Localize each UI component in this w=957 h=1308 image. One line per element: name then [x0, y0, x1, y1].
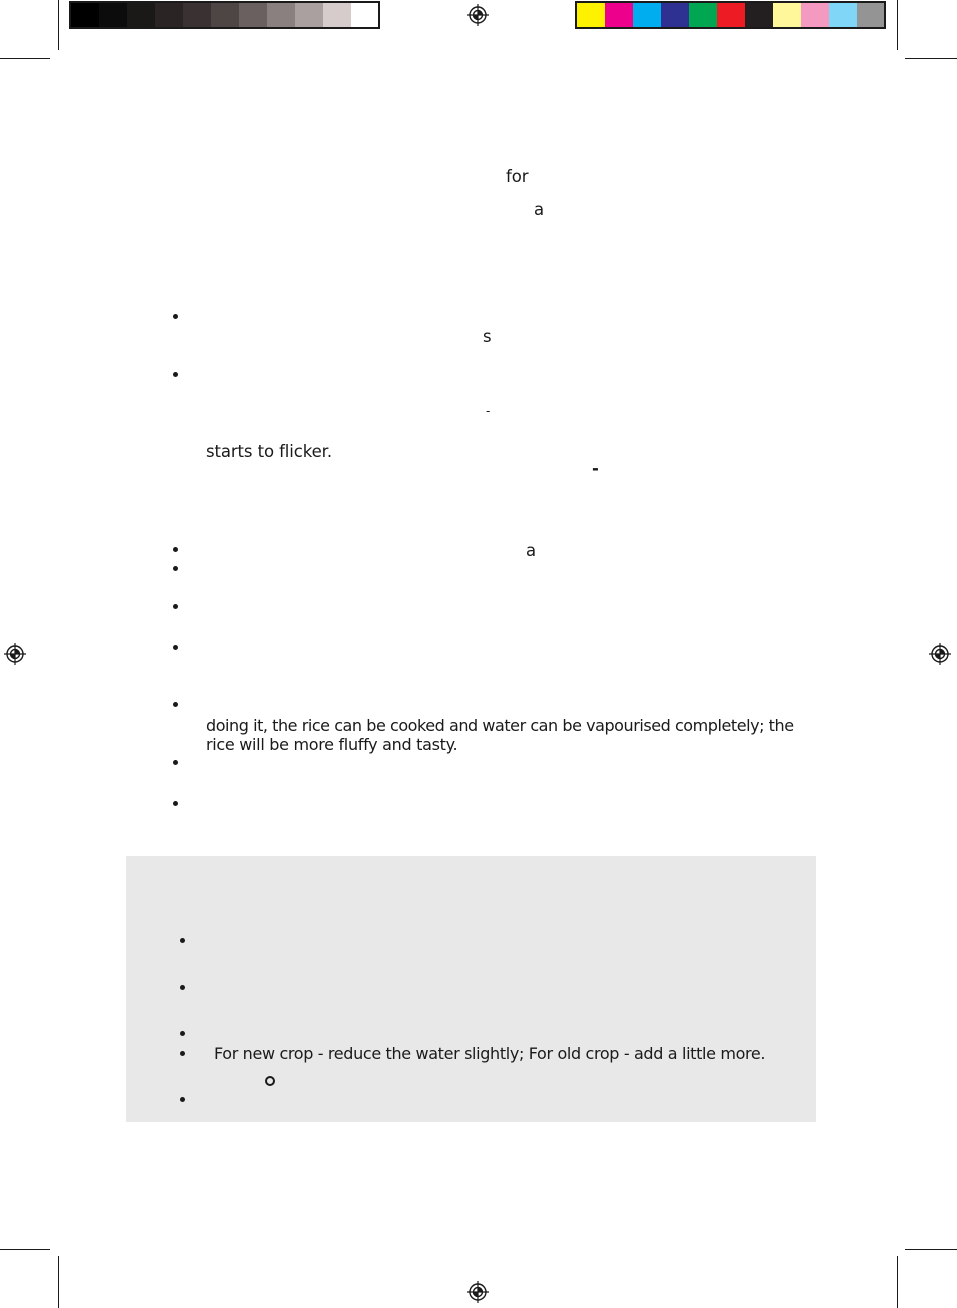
crop-mark — [0, 1249, 50, 1250]
registration-mark-icon — [467, 1281, 489, 1303]
process-swatch — [577, 3, 605, 27]
grayscale-swatch — [295, 3, 323, 27]
text-fragment-dash: - — [486, 404, 491, 418]
process-swatch — [717, 3, 745, 27]
text-fragment-a: a — [526, 541, 537, 560]
process-swatch — [605, 3, 633, 27]
bullet-dot-icon — [173, 566, 178, 571]
crop-mark — [905, 58, 957, 59]
registration-mark-icon — [929, 643, 951, 665]
process-swatch — [801, 3, 829, 27]
crop-mark — [897, 0, 898, 50]
grayscale-swatch — [99, 3, 127, 27]
bullet-dot-icon — [173, 314, 178, 319]
grayscale-swatch — [267, 3, 295, 27]
crop-mark — [905, 1249, 957, 1250]
bullet-dot-icon — [173, 702, 178, 707]
bullet-dot-icon — [173, 547, 178, 552]
process-swatch — [633, 3, 661, 27]
grayscale-color-bar — [69, 1, 380, 29]
process-swatch — [689, 3, 717, 27]
bullet-dot-icon — [173, 801, 178, 806]
bullet-dot-icon — [173, 372, 178, 377]
text-fragment-for: for — [506, 167, 529, 186]
crop-mark — [897, 1256, 898, 1308]
grayscale-swatch — [71, 3, 99, 27]
bullet-dot-icon — [180, 1097, 185, 1102]
crop-mark — [58, 1256, 59, 1308]
grayscale-swatch — [183, 3, 211, 27]
text-line-more-fluffy: rice will be more fluffy and tasty. — [206, 735, 458, 754]
grayscale-swatch — [239, 3, 267, 27]
grayscale-swatch — [155, 3, 183, 27]
process-swatch — [745, 3, 773, 27]
registration-mark-icon — [467, 4, 489, 26]
grayscale-swatch — [323, 3, 351, 27]
text-line-doing-it: doing it, the rice can be cooked and water can be vapourised completely; the — [206, 716, 794, 735]
bullet-dot-icon — [173, 645, 178, 650]
text-line-starts-to-flicker: starts to flicker. — [206, 442, 332, 461]
grayscale-swatch — [351, 3, 378, 27]
degree-symbol-icon — [265, 1076, 275, 1086]
process-swatch — [857, 3, 884, 27]
tips-box — [126, 856, 816, 1122]
bullet-dot-icon — [180, 1051, 185, 1056]
text-fragment-dash: - — [592, 459, 599, 478]
process-swatch — [829, 3, 857, 27]
bullet-dot-icon — [173, 604, 178, 609]
process-color-bar — [575, 1, 886, 29]
tip-line-new-old-crop: For new crop - reduce the water slightly; For old crop - add a little more. — [214, 1044, 766, 1063]
registration-mark-icon — [4, 643, 26, 665]
bullet-dot-icon — [180, 1031, 185, 1036]
grayscale-swatch — [211, 3, 239, 27]
text-fragment-a: a — [534, 200, 545, 219]
bullet-dot-icon — [180, 985, 185, 990]
process-swatch — [661, 3, 689, 27]
bullet-dot-icon — [180, 938, 185, 943]
text-fragment-s: s — [483, 327, 492, 346]
crop-mark — [58, 0, 59, 50]
grayscale-swatch — [127, 3, 155, 27]
bullet-dot-icon — [173, 760, 178, 765]
crop-mark — [0, 58, 50, 59]
process-swatch — [773, 3, 801, 27]
